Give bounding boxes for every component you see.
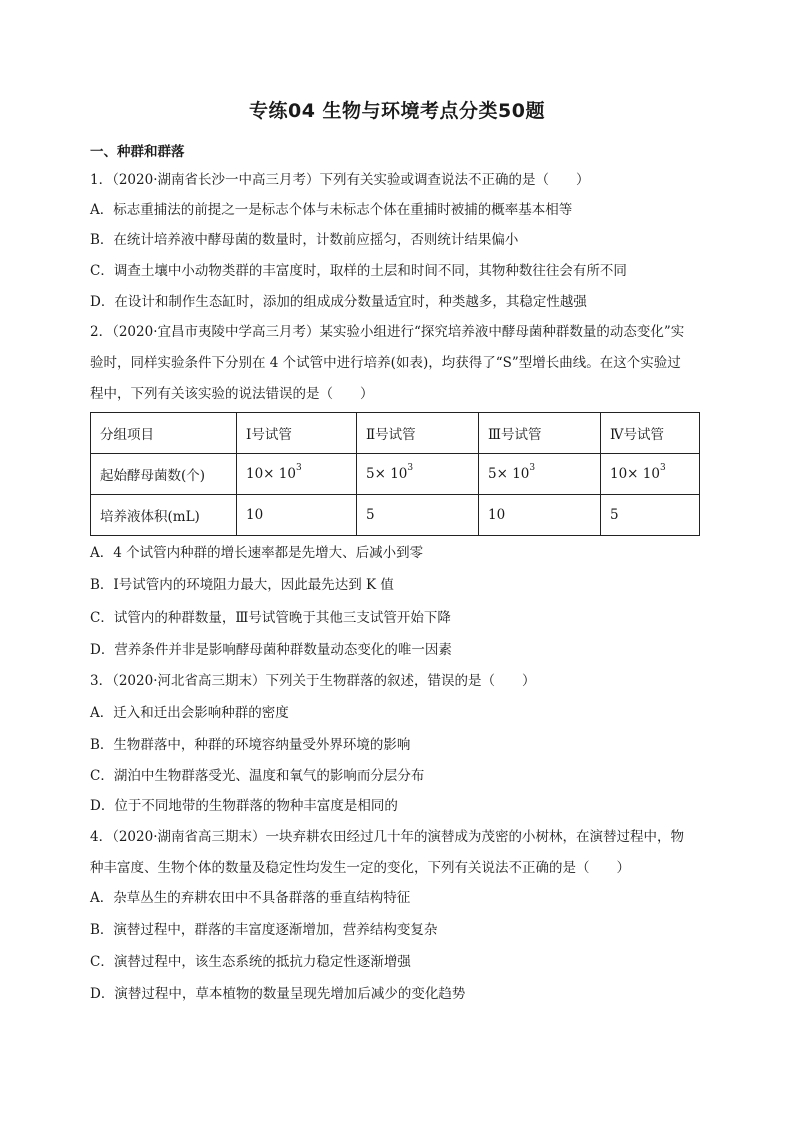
- q4-option-d: D．演替过程中，草本植物的数量呈现先增加后减少的变化趋势: [90, 986, 466, 1002]
- table-cell: $5\times 10^3$: [479, 454, 601, 495]
- table-header-cell: Ⅳ号试管: [601, 413, 700, 454]
- q4-option-c: C．演替过程中，该生态系统的抵抗力稳定性逐渐增强: [90, 954, 411, 970]
- q2-stem-line-1: 2．（2020·宜昌市夷陵中学高三月考）某实验小组进行“探究培养液中酵母菌种群数量的动态变化”实: [90, 324, 685, 340]
- q2-option-b: B．Ⅰ号试管内的环境阻力最大，因此最先达到 K 值: [90, 577, 394, 593]
- q4-option-a: A．杂草丛生的弃耕农田中不具备群落的垂直结构特征: [90, 890, 411, 906]
- q2-option-a: A．4 个试管内种群的增长速率都是先增大、后减小到零: [90, 545, 424, 561]
- q2-stem-line-2: 验时，同样实验条件下分别在 4 个试管中进行培养(如表)，均获得了“S”型增长曲线。在这个实验过: [90, 355, 681, 371]
- q4-stem-line-1: 4．（2020·湖南省高三期末）一块弃耕农田经过几十年的演替成为茂密的小树林，在演替过程中，物: [90, 829, 684, 845]
- section-heading: 一、种群和群落: [90, 144, 185, 160]
- q2-option-d: D．营养条件并非是影响酵母菌种群数量动态变化的唯一因素: [90, 642, 452, 658]
- table-cell: 10: [237, 495, 357, 536]
- table-header-cell: Ⅲ号试管: [479, 413, 601, 454]
- table-cell: 5: [601, 495, 700, 536]
- page-title: 专练04 生物与环境考点分类50题: [249, 100, 545, 122]
- table-cell: $5\times 10^3$: [357, 454, 479, 495]
- q1-option-d: D．在设计和制作生态缸时，添加的组成成分数量适宜时，种类越多，其稳定性越强: [90, 294, 587, 310]
- q1-option-b: B．在统计培养液中酵母菌的数量时，计数前应摇匀，否则统计结果偏小: [90, 232, 519, 248]
- q2-stem-line-3: 程中，下列有关该实验的说法错误的是（ ）: [90, 386, 374, 402]
- table-cell: 5: [357, 495, 479, 536]
- q3-option-d: D．位于不同地带的生物群落的物种丰富度是相同的: [90, 798, 398, 814]
- table-cell: $10\times 10^3$: [601, 454, 700, 495]
- table-cell: 10: [479, 495, 601, 536]
- table-row: [91, 454, 700, 495]
- q3-stem: 3．（2020·河北省高三期末）下列关于生物群落的叙述，错误的是（ ）: [90, 673, 536, 689]
- q4-option-b: B．演替过程中，群落的丰富度逐渐增加，营养结构变复杂: [90, 922, 438, 938]
- q3-option-c: C．湖泊中生物群落受光、温度和氧气的影响而分层分布: [90, 768, 425, 784]
- q3-option-b: B．生物群落中，种群的环境容纳量受外界环境的影响: [90, 737, 411, 753]
- experiment-table: [90, 412, 700, 536]
- table-header-cell: Ⅰ号试管: [237, 413, 357, 454]
- table-header-cell: Ⅱ号试管: [357, 413, 479, 454]
- table-row: [91, 495, 700, 536]
- q1-option-a: A．标志重捕法的前提之一是标志个体与未标志个体在重捕时被捕的概率基本相等: [90, 202, 573, 218]
- table-cell: $10\times 10^3$: [237, 454, 357, 495]
- table-row-label: 起始酵母菌数(个): [91, 454, 237, 495]
- table-header-cell: 分组项目: [91, 413, 237, 454]
- q1-option-c: C．调查土壤中小动物类群的丰富度时，取样的土层和时间不同，其物种数往往会有所不同: [90, 263, 627, 279]
- q3-option-a: A．迁入和迁出会影响种群的密度: [90, 705, 289, 721]
- q1-stem: 1．（2020·湖南省长沙一中高三月考）下列有关实验或调查说法不正确的是（ ）: [90, 172, 590, 188]
- table-header-row: [91, 413, 700, 454]
- q4-stem-line-2: 种丰富度、生物个体的数量及稳定性均发生一定的变化，下列有关说法不正确的是（ ）: [90, 860, 630, 876]
- table-row-label: 培养液体积(mL): [91, 495, 237, 536]
- q2-option-c: C．试管内的种群数量，Ⅲ号试管晚于其他三支试管开始下降: [90, 610, 451, 626]
